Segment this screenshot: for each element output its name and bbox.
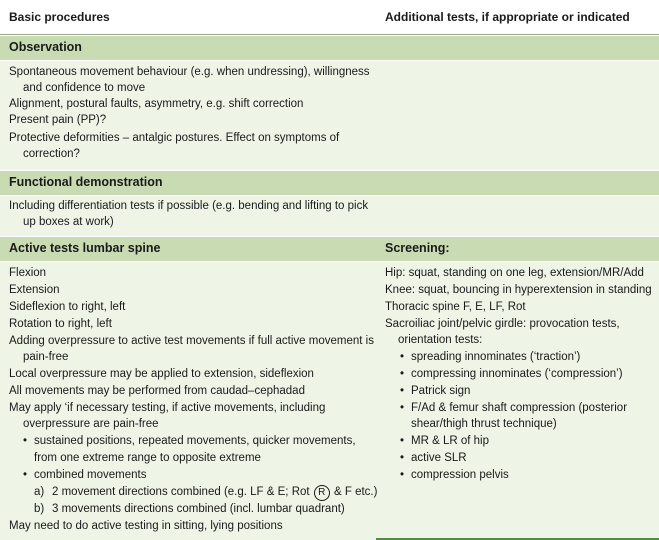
rotation-right-circle: R — [314, 485, 330, 501]
active-line: Flexion — [9, 267, 47, 279]
functional-line: up boxes at work) — [23, 216, 114, 228]
functional-body — [0, 198, 659, 236]
screening-line: orientation tests: — [398, 334, 483, 346]
active-line: pain-free — [23, 351, 69, 363]
active-line: All movements may be performed from caudad–cephadad — [9, 385, 305, 397]
observation-line: Present pain (PP)? — [9, 114, 107, 126]
functional-line: Including differentiation tests if possible (e.g. bending and lifting to pick — [9, 200, 369, 212]
active-bullet-item: • combined movements — [34, 467, 147, 483]
active-line: Extension — [9, 284, 60, 296]
screening-line: shear/thigh thrust technique) — [411, 418, 557, 430]
screening-line: Knee: squat, bouncing in hyperextension in standing — [385, 284, 652, 296]
screening-bullet-item: • MR & LR of hip — [411, 433, 489, 449]
observation-line: Alignment, postural faults, asymmetry, e.g. shift correction — [9, 98, 304, 110]
header-additional-tests: Additional tests, if appropriate or indicated — [385, 10, 630, 24]
active-title: Active tests lumbar spine — [9, 241, 161, 255]
active-line: Local overpressure may be applied to extension, sideflexion — [9, 368, 314, 380]
screening-bullet-item: • compressing innominates (‘compression’) — [411, 366, 623, 382]
active-line: May apply ‘if necessary testing, if active movements, including — [9, 402, 326, 414]
section-observation-header — [0, 35, 659, 61]
observation-title: Observation — [9, 40, 82, 54]
active-body — [0, 265, 659, 540]
active-line: Sideflexion to right, left — [9, 301, 126, 313]
screening-bullet-item: • spreading innominates (‘traction’) — [411, 349, 580, 365]
table-header — [0, 0, 659, 35]
observation-line: and confidence to move — [23, 82, 146, 94]
section-active-header — [0, 236, 659, 262]
screening-line: Thoracic spine F, E, LF, Rot — [385, 301, 526, 313]
screening-bullet-item: • active SLR — [411, 450, 467, 466]
observation-body — [0, 64, 659, 165]
active-subitem-a — [52, 484, 377, 501]
active-line: overpressure are pain-free — [23, 418, 159, 430]
active-line: Rotation to right, left — [9, 318, 112, 330]
observation-line: Spontaneous movement behaviour (e.g. when undressing), willingness — [9, 66, 370, 78]
header-basic-procedures: Basic procedures — [9, 10, 110, 24]
screening-bullet-item: • Patrick sign — [411, 383, 470, 399]
section-functional-header — [0, 170, 659, 196]
active-line: May need to do active testing in sitting, lying positions — [9, 520, 283, 532]
screening-line: Hip: squat, standing on one leg, extension/MR/Add — [385, 267, 644, 279]
screening-bullet-item: • compression pelvis — [411, 467, 509, 483]
active-subitem-label: b) — [34, 503, 45, 515]
active-subitem-a-text: 2 movement directions combined (e.g. LF & E; Rot — [52, 486, 310, 498]
screening-line: Sacroiliac joint/pelvic girdle: provocation tests, — [385, 318, 620, 330]
active-subitem-label: a) — [34, 486, 45, 498]
active-line: from one extreme range to opposite extreme — [34, 452, 261, 464]
active-subitem-b: 3 movements directions combined (incl. lumbar quadrant) — [52, 503, 345, 515]
functional-title: Functional demonstration — [9, 175, 163, 189]
active-bullet-item: • sustained positions, repeated movements, quicker movements, — [34, 433, 356, 449]
active-subitem-a-tail: & F etc.) — [334, 486, 378, 498]
screening-bullet-item: • F/Ad & femur shaft compression (posterior — [411, 400, 627, 416]
active-line: Adding overpressure to active test movements if full active movement is — [9, 335, 374, 347]
observation-line: correction? — [23, 148, 80, 160]
observation-line: Protective deformities – antalgic postures. Effect on symptoms of — [9, 132, 340, 144]
screening-title: Screening: — [385, 241, 450, 255]
